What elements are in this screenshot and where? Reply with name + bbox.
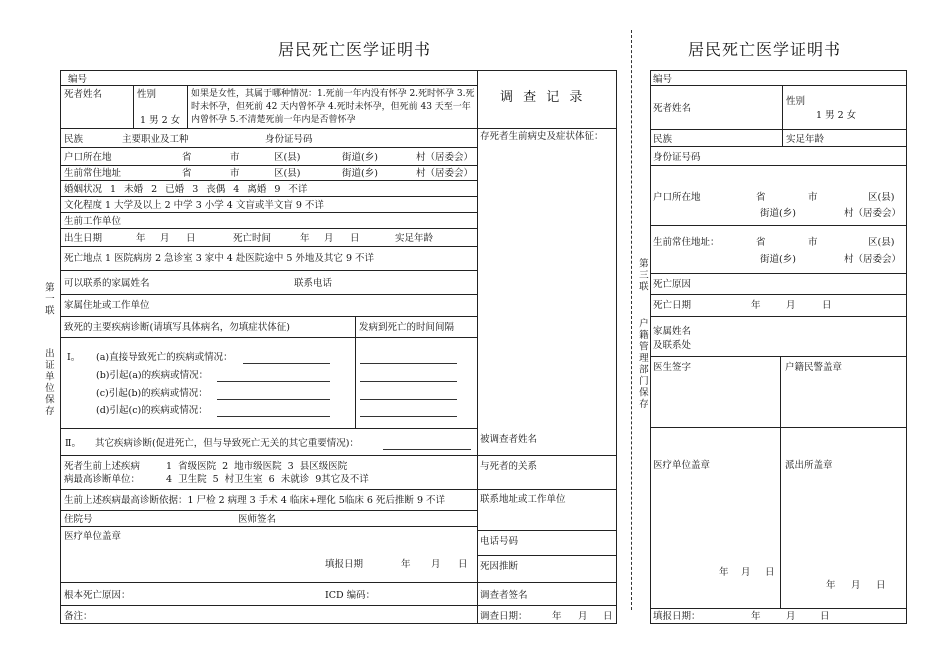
- left-birth-day: 日: [186, 233, 196, 244]
- left-root-cause: 根本死亡原因：: [64, 590, 131, 601]
- left-tel: 电话号码: [480, 536, 519, 547]
- left-marital-status: 婚姻状况 1 未婚 2 已婚 3 丧偶 4 离婚 9 不详: [64, 184, 308, 195]
- left-residence-street: 街道(乡): [342, 168, 378, 179]
- right-sex-label: 性别: [786, 96, 806, 107]
- left-pregnancy-note: 如果是女性，其属于哪种情况：1.死前一年内没有怀孕 2.死时怀孕 3.死时未怀孕，但死前 42 天内曾怀孕 4.死时未怀孕，但死前 43 天至一年内曾怀孕 5.不清楚死前一年内是否曾怀孕: [191, 89, 475, 125]
- right-household-village: 村（居委会）: [844, 208, 902, 219]
- right-form-title: 居民死亡医学证明书: [688, 40, 842, 59]
- left-residence-district: 区(县): [274, 168, 301, 179]
- left-diag-basis: 生前上述疾病最高诊断依据：1 尸检 2 病理 3 手术 4 临床+理化 5临床 6 死后推断 9 不详: [64, 495, 446, 506]
- left-hospital-seal: 医疗单位盖章: [64, 531, 122, 542]
- left-death-time: 死亡时间: [233, 233, 272, 244]
- left-form-title: 居民死亡医学证明书: [278, 40, 432, 59]
- right-fill-date: 填报日期：: [653, 611, 701, 622]
- right-hospital-seal-month: 月: [741, 567, 751, 578]
- left-education: 文化程度 1 大学及以上 2 中学 3 小学 4 文盲或半文盲 9 不详: [64, 200, 324, 211]
- left-id-label: 身份证号码: [265, 134, 313, 145]
- left-hosp-level-2: 病最高诊断单位：: [64, 474, 141, 485]
- right-residence-label: 生前常住地址：: [653, 237, 720, 248]
- left-survey-divider: [477, 70, 478, 624]
- right-id-label: 身份证号码: [653, 152, 701, 163]
- right-fill-day: 日: [820, 611, 830, 622]
- right-death-cause: 死亡原因: [653, 279, 692, 290]
- right-death-month: 月: [786, 300, 796, 311]
- right-serial-label: 编号: [653, 74, 673, 85]
- left-doctor-sign: 医师签名: [238, 514, 277, 525]
- tear-line: [631, 30, 632, 610]
- right-death-date: 死亡日期: [653, 300, 692, 311]
- right-station-seal-day: 日: [876, 580, 886, 591]
- left-birth-month: 月: [160, 233, 170, 244]
- right-station-seal-year: 年: [826, 580, 836, 591]
- left-residence-city: 市: [230, 168, 240, 179]
- right-hospital-seal: 医疗单位盖章: [653, 460, 711, 471]
- left-report-month: 月: [431, 559, 441, 570]
- left-interval-header: 发病到死亡的时间间隔: [359, 322, 455, 333]
- left-sex-options: 1 男 2 女: [140, 115, 181, 126]
- left-household-district: 区(县): [274, 152, 301, 163]
- left-survey-month: 月: [578, 611, 588, 622]
- left-part-two: Ⅱ。: [65, 438, 81, 449]
- left-report-day: 日: [458, 559, 468, 570]
- left-survey-title: 调 查 记 录: [500, 90, 586, 105]
- left-phone: 联系电话: [294, 278, 333, 289]
- left-hosp-level-opts: 1 省级医院 2 地市级医院 3 县区级医院: [166, 461, 348, 472]
- left-part-one: Ⅰ。: [67, 352, 81, 363]
- left-family-addr: 家属住址或工作单位: [64, 300, 150, 311]
- left-household-city: 市: [230, 152, 240, 163]
- left-serial-label: 编号: [68, 74, 88, 85]
- right-doctor-sign: 医生签字: [653, 362, 692, 373]
- left-residence-label: 生前常住地址: [64, 168, 122, 179]
- right-household-district: 区(县): [868, 192, 895, 203]
- left-occupation-label: 主要职业及工种: [122, 134, 189, 145]
- left-respondent-name: 被调查者姓名: [480, 434, 538, 445]
- right-residence-village: 村（居委会）: [844, 254, 902, 265]
- left-other-diag: 其它疾病诊断(促进死亡，但与导致死亡无关的其它重要情况)：: [95, 438, 359, 449]
- left-death-month: 月: [324, 233, 334, 244]
- right-family-name: 家属姓名: [653, 326, 692, 337]
- left-household-village: 村（居委会）: [416, 152, 474, 163]
- left-household-label: 户口所在地: [64, 152, 112, 163]
- right-side-label-keeper: 户籍管理部门保存: [636, 318, 648, 410]
- right-sex-options: 1 男 2 女: [816, 110, 857, 121]
- right-death-day: 日: [822, 300, 832, 311]
- left-birth-date: 出生日期: [64, 233, 103, 244]
- left-relation: 与死者的关系: [480, 461, 538, 472]
- left-actual-age: 实足年龄: [395, 233, 434, 244]
- right-household-city: 市: [808, 192, 818, 203]
- right-death-year: 年: [751, 300, 761, 311]
- left-report-date: 填报日期: [325, 559, 364, 570]
- left-residence-village: 村（居委会）: [416, 168, 474, 179]
- left-work-unit: 生前工作单位: [64, 216, 122, 227]
- left-cause-b: (b)引起(a)的疾病或情况：: [96, 370, 209, 381]
- left-family-name: 可以联系的家属姓名: [64, 278, 150, 289]
- right-name-label: 死者姓名: [653, 103, 692, 114]
- left-contact-addr: 联系地址或工作单位: [480, 494, 566, 505]
- right-household-street: 街道(乡): [760, 208, 796, 219]
- left-cause-d: (d)引起(c)的疾病或情况：: [96, 405, 208, 416]
- left-sex-label: 性别: [137, 89, 157, 100]
- left-survey-year: 年: [552, 611, 562, 622]
- right-contact-place: 及联系处: [653, 340, 692, 351]
- right-household-province: 省: [756, 192, 766, 203]
- left-remarks: 备注：: [64, 611, 93, 622]
- right-residence-city: 市: [808, 237, 818, 248]
- left-investigator-sign: 调查者签名: [480, 590, 528, 601]
- right-hospital-seal-day: 日: [765, 567, 775, 578]
- left-ethnicity-label: 民族: [64, 134, 84, 145]
- right-residence-street: 街道(乡): [760, 254, 796, 265]
- left-form-frame: [60, 70, 617, 624]
- left-survey-symptoms: 存死者生前病史及症状体征：: [480, 131, 604, 142]
- left-survey-date: 调查日期：: [480, 611, 528, 622]
- right-age-label: 实足年龄: [786, 134, 825, 145]
- right-fill-month: 月: [786, 611, 796, 622]
- left-birth-year: 年: [136, 233, 146, 244]
- right-station-seal-month: 月: [851, 580, 861, 591]
- left-cause-c: (c)引起(b)的疾病或情况：: [96, 388, 208, 399]
- left-death-place: 死亡地点 1 医院病房 2 急诊室 3 家中 4 赴医院途中 5 外地及其它 9 不详: [64, 253, 375, 264]
- right-hospital-seal-year: 年: [719, 567, 729, 578]
- left-report-year: 年: [401, 559, 411, 570]
- left-household-street: 街道(乡): [342, 152, 378, 163]
- left-side-label-keeper: 出证单位保存: [42, 348, 54, 417]
- left-side-label-copy: 第一联: [42, 282, 54, 317]
- left-death-day: 日: [350, 233, 360, 244]
- left-cause-a: (a)直接导致死亡的疾病或情况：: [96, 352, 233, 363]
- right-ethnicity-label: 民族: [653, 134, 673, 145]
- left-hosp-level-1: 死者生前上述疾病: [64, 461, 141, 472]
- right-residence-district: 区(县): [868, 237, 895, 248]
- left-hosp-level-opts2: 4 卫生院 5 村卫生室 6 未就诊 9其它及不详: [166, 474, 369, 485]
- left-inpatient-no: 住院号: [64, 514, 93, 525]
- right-residence-province: 省: [756, 237, 766, 248]
- right-station-seal: 派出所盖章: [785, 460, 833, 471]
- left-death-inference: 死因推断: [480, 561, 519, 572]
- left-death-year: 年: [300, 233, 310, 244]
- right-side-label-copy: 第三联: [636, 258, 648, 293]
- left-cause-header: 致死的主要疾病诊断(请填写具体病名，勿填症状体征): [64, 322, 290, 333]
- left-survey-day: 日: [603, 611, 613, 622]
- left-household-province: 省: [182, 152, 192, 163]
- left-icd-code: ICD 编码：: [325, 590, 376, 601]
- left-name-label: 死者姓名: [64, 89, 103, 100]
- right-household-label: 户口所在地: [653, 192, 701, 203]
- right-police-seal: 户籍民警盖章: [785, 362, 843, 373]
- left-residence-province: 省: [182, 168, 192, 179]
- right-fill-year: 年: [751, 611, 761, 622]
